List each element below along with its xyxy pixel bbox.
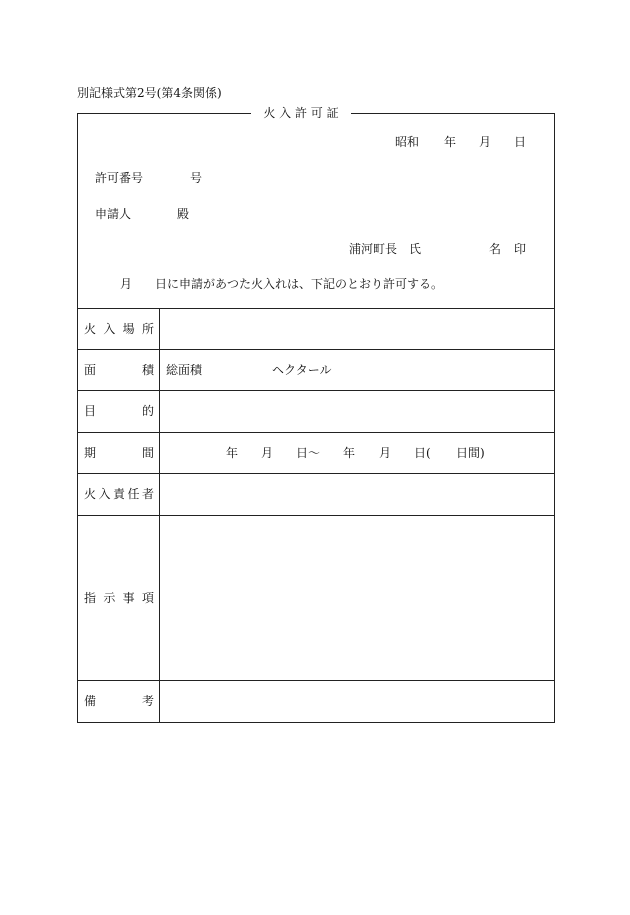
- row-divider: [77, 515, 555, 516]
- applicant-suffix: 殿: [177, 207, 190, 221]
- issuer-label: 浦河町長 氏: [349, 242, 422, 256]
- date-day-label: 日: [514, 135, 527, 149]
- period-days: 日間): [456, 446, 485, 460]
- date-year-label: 年: [444, 135, 457, 149]
- table-top-rule: [77, 308, 555, 309]
- row-divider: [77, 349, 555, 350]
- period-start-day: 日〜: [296, 446, 321, 460]
- permit-number-label: 許可番号: [95, 171, 144, 185]
- period-start-month: 月: [261, 446, 274, 460]
- remarks-label: 備 考: [84, 694, 154, 708]
- statement-month: 月: [120, 277, 133, 291]
- row-divider: [77, 473, 555, 474]
- row-divider: [77, 390, 555, 391]
- period-label: 期 間: [84, 446, 154, 460]
- area-unit: ヘクタール: [272, 363, 332, 377]
- date-month-label: 月: [479, 135, 492, 149]
- instructions-label: 指 示 事 項: [84, 591, 154, 605]
- applicant-label: 申請人: [95, 207, 132, 221]
- row-divider: [77, 680, 555, 681]
- period-end-year: 年: [343, 446, 356, 460]
- row-divider: [77, 432, 555, 433]
- period-end-day: 日(: [414, 446, 431, 460]
- date-era: 昭和: [395, 135, 420, 149]
- purpose-label: 目 的: [84, 404, 154, 418]
- seal-mark: 印: [514, 242, 527, 256]
- period-start-year: 年: [226, 446, 239, 460]
- form-title: 火 入 許 可 証: [251, 105, 351, 121]
- form-caption: 別記様式第2号(第4条関係): [77, 86, 222, 100]
- permit-statement: 日に申請があつた火入れは、下記のとおり許可する。: [155, 277, 444, 291]
- permit-number-suffix: 号: [190, 171, 203, 185]
- area-label: 面 積: [84, 363, 154, 377]
- location-label: 火 入 場 所: [84, 322, 154, 336]
- period-end-month: 月: [379, 446, 392, 460]
- issuer-name-suffix: 名: [489, 242, 502, 256]
- form-border: [77, 113, 555, 723]
- responsible-person-label: 火 入 責 任 者: [84, 487, 154, 501]
- label-column-divider: [159, 308, 160, 722]
- area-total-label: 総面積: [166, 363, 203, 377]
